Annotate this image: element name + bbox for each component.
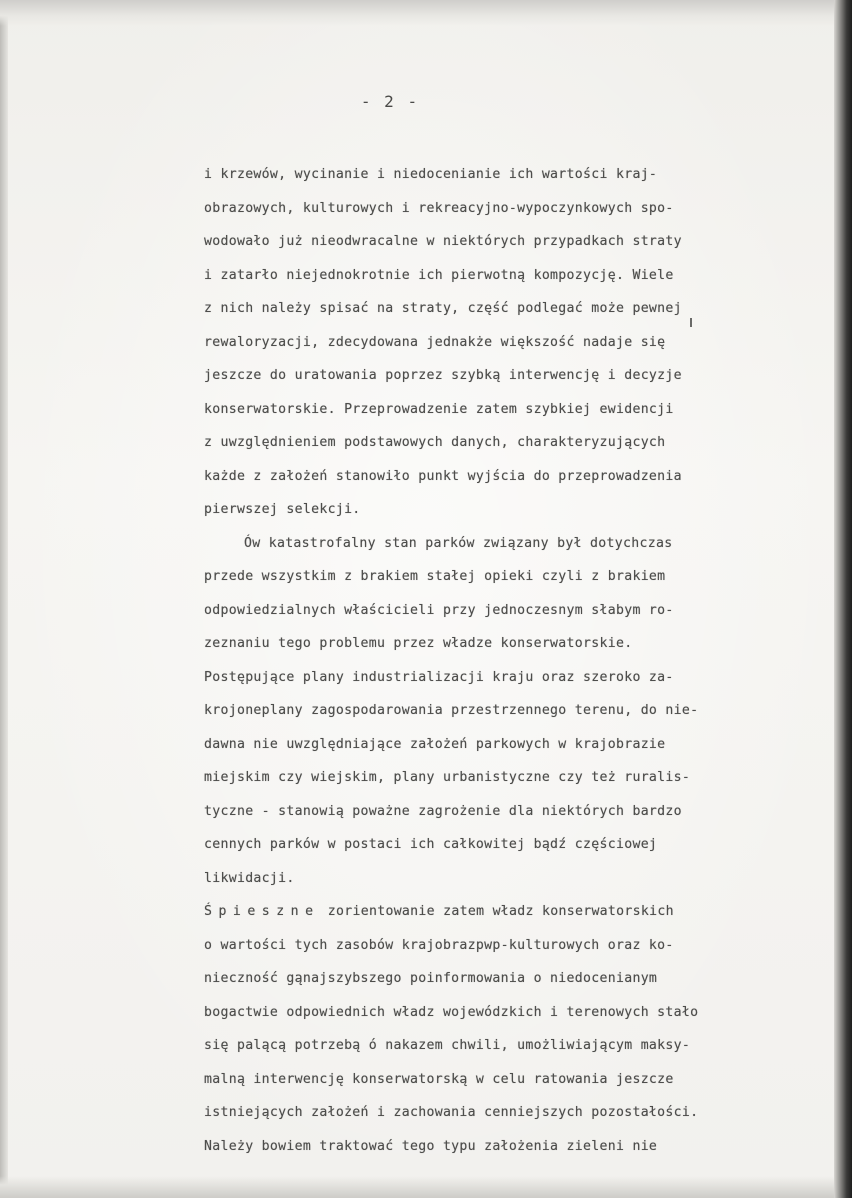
text-line: zeznaniu tego problemu przez władze konserwatorskie.: [204, 636, 633, 651]
text-line: tyczne - stanowią poważne zagrożenie dla niektórych bardzo: [204, 803, 682, 819]
text-line: obrazowych, kulturowych i rekreacyjno-wypoczynkowych spo-: [204, 200, 674, 216]
text-line: krojoneplany zagospodarowania przestrzennego terenu, do nie-: [204, 703, 699, 718]
text-line: malną interwencję konserwatorską w celu ratowania jeszcze: [204, 1071, 674, 1087]
text-line: pierwszej selekcji.: [204, 502, 361, 517]
text-line: Należy bowiem traktować tego typu założenia zieleni nie: [204, 1138, 658, 1154]
text-line: Postępujące plany industrializacji kraju oraz szeroko za-: [204, 669, 674, 685]
text-line: z uwzględnieniem podstawowych danych, charakteryzujących: [204, 435, 666, 450]
text-line: się palącą potrzebą ó nakazem chwili, umożliwiającym maksy-: [204, 1038, 691, 1053]
text-line: o wartości tych zasobów krajobrazpwp-kulturowych oraz ko-: [204, 937, 674, 953]
text-line: cennych parków w postaci ich całkowitej bądź częściowej: [204, 837, 658, 852]
page-number: - 2 -: [360, 92, 420, 111]
text-line: [204, 895, 824, 929]
text-line: konserwatorskie. Przeprowadzenie zatem szybkiej ewidencji: [204, 401, 674, 417]
text-line: miejskim czy wiejskim, plany urbanistyczne czy też ruralis-: [204, 770, 691, 785]
text-line: likwidacji.: [204, 870, 295, 886]
scan-edge-bottom: [0, 1176, 852, 1198]
text-line: istniejących założeń i zachowania cenniejszych pozostałości.: [204, 1105, 699, 1120]
text-line: i krzewów, wycinanie i niedocenianie ich wartości kraj-: [204, 167, 658, 182]
text-line: odpowiedzialnych właścicieli przy jednoczesnym słabym ro-: [204, 602, 674, 618]
text-line-content: zorientowanie zatem władz konserwatorskich: [327, 904, 674, 919]
text-line: każde z założeń stanowiło punkt wyjścia do przeprowadzenia: [204, 468, 682, 484]
text-line: bogactwie odpowiednich władz wojewódzkich i terenowych stało: [204, 1004, 699, 1020]
body-text: [204, 158, 824, 1163]
scan-edge-left: [0, 0, 8, 1198]
text-line: rewaloryzacji, zdecydowana jednakże większość nadaje się: [204, 334, 666, 350]
text-line: z nich należy spisać na straty, część podlegać może pewnej: [204, 301, 682, 316]
scan-edge-top: [0, 0, 852, 26]
text-line: i zatarło niejednokrotnie ich pierwotną kompozycję. Wiele: [204, 267, 674, 283]
text-line: Ów katastrofalny stan parków związany był dotychczas: [244, 535, 673, 551]
scan-edge-right: [834, 0, 852, 1198]
emphasized-word: Śpieszne: [204, 904, 320, 919]
text-line: jeszcze do uratowania poprzez szybką interwencję i decyzje: [204, 368, 682, 383]
text-line: przede wszystkim z brakiem stałej opieki czyli z brakiem: [204, 569, 666, 584]
text-line: wodowało już nieodwracalne w niektórych przypadkach straty: [204, 234, 682, 249]
text-line: dawna nie uwzględniające założeń parkowych w krajobrazie: [204, 736, 666, 752]
text-line: nieczność gąnajszybszego poinformowania o niedocenianym: [204, 971, 658, 986]
